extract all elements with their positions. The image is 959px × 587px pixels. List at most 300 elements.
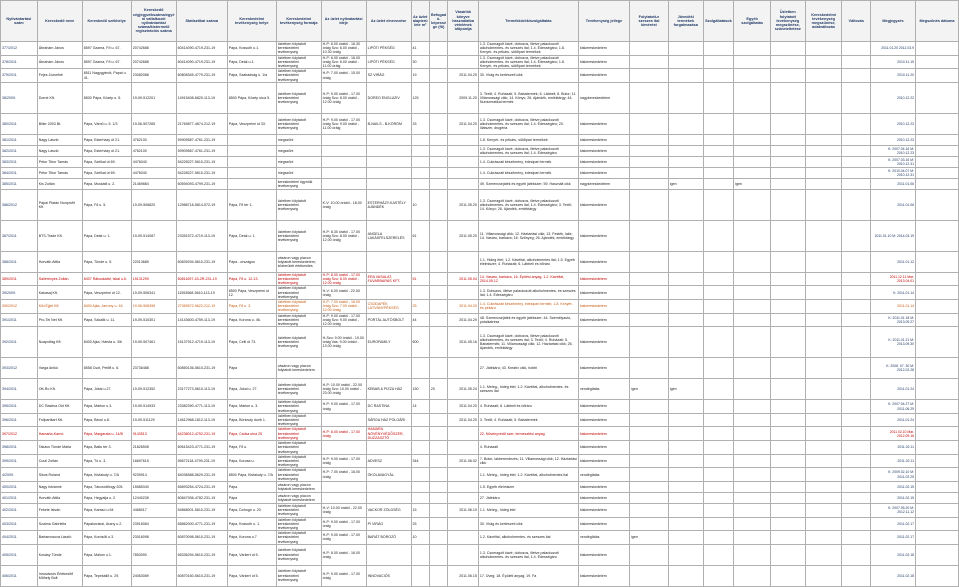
table-cell[interactable] [703,517,734,531]
table-cell[interactable]: 125 [411,82,429,113]
table-cell[interactable] [734,134,771,145]
table-cell[interactable]: 23382390-4771-113-19 [176,400,227,414]
table-cell[interactable]: nagykereskedelem [579,82,630,113]
table-row[interactable] [1,272,959,286]
table-cell[interactable]: 2011.04.29 [448,313,479,327]
table-cell[interactable]: 60414090-4719-231-19 [176,55,227,69]
table-cell[interactable]: H-P: 8.00 órától - 16.00 óráig [321,544,366,565]
table-cell[interactable]: Varga Anikó [37,358,82,379]
column-header[interactable]: Folytatott-e szeszes ital kimérést [630,1,669,42]
table-cell[interactable] [703,327,734,358]
table-cell[interactable]: 1.2. Kávéital, alkoholmentes- és szeszes ital [478,531,578,545]
table-cell[interactable]: DOREO ENGLUZIV [366,82,411,113]
table-cell[interactable]: 2011.02.18 [871,565,916,586]
table-cell[interactable]: 21469884 [131,178,176,189]
table-cell[interactable] [770,69,805,83]
table-cell[interactable] [734,400,771,414]
table-cell[interactable]: 39/2009. [1,286,38,300]
table-cell[interactable]: 2011.06.02 [448,454,479,468]
table-cell[interactable]: 19-09-512352 [131,379,176,400]
table-cell[interactable]: ÖKOLAVAGYÁL [366,468,411,482]
table-cell[interactable]: 2011.04.20 [448,300,479,314]
table-cell[interactable]: 60870160-5610-231-19 [176,565,227,586]
table-cell[interactable] [630,413,669,427]
table-cell[interactable] [630,468,669,482]
table-cell[interactable]: Ott-Ro Kft. [37,379,82,400]
table-cell[interactable] [703,178,734,189]
table-cell[interactable]: 7. Bútor, lakberendezés; 11. Villamossági cikk; 12. Háztartási cikk [478,454,578,468]
table-cell[interactable] [915,113,958,134]
table-cell[interactable]: 4/2009. [1,468,38,482]
table-cell[interactable]: üzletben folytatott kereskedelmi tevékenység [276,286,321,300]
table-cell[interactable]: Bartamosova László [37,531,82,545]
table-cell[interactable]: 2011.05.04 [448,272,479,286]
table-cell[interactable] [668,189,703,220]
table-cell[interactable]: Pápa, Esterházy út 21. [82,134,131,145]
table-cell[interactable]: kiskereskedelem [579,565,630,586]
table-cell[interactable]: 2011.01.06 [871,178,916,189]
table-cell[interactable]: 27. Játékáru [478,492,578,503]
table-cell[interactable] [842,400,871,414]
table-row[interactable] [1,55,959,69]
table-cell[interactable] [770,503,805,517]
table-cell[interactable] [668,220,703,251]
table-cell[interactable] [842,454,871,468]
table-cell[interactable] [805,481,842,492]
table-cell[interactable] [429,178,447,189]
table-cell[interactable] [411,413,429,427]
table-cell[interactable] [630,156,669,167]
table-cell[interactable] [630,167,669,178]
table-cell[interactable]: 60811697-43-2R-231-19 [176,272,227,286]
table-cell[interactable]: Hamarta-Karnó [37,427,82,441]
table-cell[interactable]: kiskereskedelem [579,313,630,327]
table-cell[interactable]: H-P: 7.00 órától - 15.00 óráig [321,69,366,83]
table-cell[interactable] [770,156,805,167]
table-cell[interactable]: 20742688 [131,55,176,69]
table-cell[interactable]: H-P: 8.30 órától - 17.00 óráig Szo: 8.00 órától - 12.00 óráig [321,220,366,251]
table-cell[interactable] [703,113,734,134]
table-cell[interactable]: 1.3. Dobozos, illetve palackozott alkoholmentes- és szeszes ital; 1.4. Édességáru [478,286,578,300]
table-cell[interactable]: üzletben folytatott kereskedelmi tevékenység [276,313,321,327]
table-cell[interactable]: DC Rastina Old Kft. [37,400,82,414]
table-cell[interactable] [770,565,805,586]
table-cell[interactable] [630,441,669,455]
table-cell[interactable]: 2010.11.15 [871,55,916,69]
table-cell[interactable] [448,481,479,492]
column-header[interactable]: Megszűnés dátuma [915,1,958,42]
table-cell[interactable] [321,134,366,145]
table-cell[interactable]: kiskereskedelem [579,286,630,300]
table-cell[interactable]: Sallerényes Zoltán [37,272,82,286]
table-cell[interactable] [321,178,366,189]
table-cell[interactable] [734,468,771,482]
table-cell[interactable]: 23177273-5610-113-19 [176,379,227,400]
table-cell[interactable] [448,544,479,565]
table-cell[interactable]: ERA VASALAT, FUVARBARÁS KFT. [366,272,411,286]
table-cell[interactable]: Pápa, Fő u. 3. [227,300,276,314]
table-cell[interactable] [805,358,842,379]
table-cell[interactable]: K: 2009.02.10 M: 2011.02.25 [871,468,916,482]
table-cell[interactable] [366,134,411,145]
table-cell[interactable]: Pápa, Várkert út 5. [227,544,276,565]
table-cell[interactable] [734,565,771,586]
table-cell[interactable] [630,481,669,492]
table-cell[interactable]: 390/2012 [1,300,38,314]
table-cell[interactable] [668,145,703,156]
table-cell[interactable]: üzletben folytatott kereskedelmi tevékenység [276,441,321,455]
table-cell[interactable]: Kosásy Tünde [37,544,82,565]
table-cell[interactable] [734,441,771,455]
table-cell[interactable] [429,286,447,300]
table-cell[interactable]: üzletben folytatott kereskedelmi tevékenység [276,113,321,134]
table-cell[interactable] [770,272,805,286]
table-cell[interactable]: H-P: 9.00 órától - 17.00 óráig [321,517,366,531]
table-cell[interactable]: 383/2011 [1,156,38,167]
table-cell[interactable] [703,55,734,69]
table-cell[interactable] [915,178,958,189]
table-cell[interactable] [770,454,805,468]
table-cell[interactable] [668,55,703,69]
table-cell[interactable]: 4476040 [131,156,176,167]
table-cell[interactable] [805,531,842,545]
table-cell[interactable]: 59909587-4761-231-19 [176,134,227,145]
table-cell[interactable] [321,492,366,503]
table-cell[interactable]: kiskereskedelem [579,544,630,565]
table-cell[interactable] [703,400,734,414]
table-cell[interactable] [448,517,479,531]
table-cell[interactable]: kiskereskedelem [579,503,630,517]
table-cell[interactable] [411,358,429,379]
table-cell[interactable]: Pápa, Fő u. 5. [82,189,131,220]
table-cell[interactable]: Pápa, Korona u. 46. [227,313,276,327]
table-cell[interactable]: Pápa, Karasó u.54 [82,503,131,517]
table-cell[interactable]: kiskereskedelem [579,251,630,272]
table-cell[interactable]: kiskereskedelem [579,454,630,468]
table-cell[interactable] [805,220,842,251]
table-cell[interactable]: 23736488 [131,358,176,379]
column-header[interactable]: Az üzlet alapterülete m² [411,1,429,42]
table-cell[interactable] [429,503,447,517]
table-cell[interactable] [703,134,734,145]
table-cell[interactable]: Pápa, Kossuth u. 1. [227,517,276,531]
table-cell[interactable]: 60594093-4799-231-19 [176,178,227,189]
table-cell[interactable]: 19-09-506341 [131,286,176,300]
column-header[interactable]: Jövedéki termékek forgalmazása [668,1,703,42]
table-cell[interactable]: 2011.01.20 2012.03.9 [871,42,916,56]
table-cell[interactable]: kereskedelmi ügynöki tevékenység [276,178,321,189]
table-cell[interactable]: Pápa, Veszprémi út 12. [82,286,131,300]
table-cell[interactable] [411,481,429,492]
table-cell[interactable] [630,454,669,468]
table-cell[interactable] [668,82,703,113]
table-cell[interactable]: SÁRGA HÁZ POLGÁRI [366,413,411,427]
table-cell[interactable]: Pápa, Dohogó u. 20. [227,503,276,517]
table-cell[interactable] [630,134,669,145]
table-cell[interactable] [734,220,771,251]
table-cell[interactable] [842,55,871,69]
table-cell[interactable]: 19-09-510301 [131,313,176,327]
table-cell[interactable] [429,531,447,545]
table-cell[interactable]: H-P: 9.00 órától - 17.00 óráig [321,531,366,545]
table-cell[interactable]: 19-09-514087 [131,220,176,251]
table-cell[interactable] [429,565,447,586]
table-cell[interactable]: H-P: 7.00 órától - 16.00 óráig Szo: 7.00 órától - 12.00 óráig [321,300,366,314]
table-cell[interactable]: 386/2012 [1,189,38,220]
table-cell[interactable] [668,251,703,272]
table-cell[interactable]: Fekete István [37,503,82,517]
table-cell[interactable]: 30. Virág és kertészeti cikk [478,69,578,83]
table-cell[interactable]: 23916084 [131,517,176,531]
table-cell[interactable]: Pápa, Márton u. 3. [227,400,276,414]
column-header[interactable]: Vásárlók könyve használatba vételének időpontja [448,1,479,42]
table-cell[interactable]: 17. Üveg; 18. Épületi anyag; 19. Fa [478,565,578,586]
table-cell[interactable]: 1.3. Csomagolt kávé, dobozos, illetve palackozott alkoholmentes- és szeszes ital; 1.4. Édességáru [478,145,578,156]
table-cell[interactable]: 2011.01.10 M: 2014.03.19 [871,220,916,251]
table-cell[interactable] [734,300,771,314]
table-cell[interactable] [770,42,805,56]
table-cell[interactable]: K: 2008. 07. 30 M: 2012.02.28 [871,358,916,379]
table-cell[interactable] [915,189,958,220]
table-cell[interactable] [448,441,479,455]
table-cell[interactable] [915,42,958,56]
table-cell[interactable] [630,82,669,113]
table-cell[interactable] [630,565,669,586]
table-cell[interactable]: kiskereskedelem [579,441,630,455]
table-cell[interactable]: 1.3. Csomagolt kávé, dobozos, illetve palackozott alkoholmentes- és szeszes ital; 1.4. Édességáru [478,544,578,565]
table-cell[interactable] [915,413,958,427]
table-cell[interactable]: üzletben folytatott kereskedelmi tevékenység [276,468,321,482]
table-cell[interactable]: 1.4. Cukrászati készítmény, édesipari termék; 1.8. Kenyér- és pékáru [478,300,578,314]
table-cell[interactable]: K: 2011.01.18 M: 2013.09.27 [871,313,916,327]
table-cell[interactable]: igen [668,379,703,400]
table-cell[interactable]: Pápa, Várkert út 5. [227,565,276,586]
table-cell[interactable]: Pápa, Csóka utca 25 [227,427,276,441]
table-cell[interactable]: 1.4. Cukrászati készítmény, édesipari termék [478,167,578,178]
table-cell[interactable]: kiskereskedelem [579,189,630,220]
table-cell[interactable]: 150 [411,379,429,400]
table-cell[interactable] [366,145,411,156]
table-cell[interactable] [915,517,958,531]
table-cell[interactable]: 2011.02.17 [871,531,916,545]
table-cell[interactable] [366,156,411,167]
table-cell[interactable]: 2010.11.20 [871,69,916,83]
table-cell[interactable]: 51 [411,272,429,286]
table-cell[interactable]: Pápa, Fő u. [227,441,276,455]
table-cell[interactable]: PORTÁL AUTÓSBOLT [366,313,411,327]
table-row[interactable] [1,379,959,400]
table-cell[interactable]: 8407 Rákoskafaf, Iskai u.6. [82,272,131,286]
table-cell[interactable]: Pápa, Tünde u. 5. [82,251,131,272]
table-cell[interactable]: H-P: 9.00 órától - 17.00 óráig Szo: 9.00 órától - 12.00 óráig [321,313,366,327]
table-cell[interactable] [915,531,958,545]
table-cell[interactable]: Pápa, Fő tér 1. [227,189,276,220]
column-header[interactable]: Szolgáltatások [703,1,734,42]
table-cell[interactable] [630,300,669,314]
table-cell[interactable]: 9239914 [131,468,176,482]
table-cell[interactable] [842,286,871,300]
table-cell[interactable]: 19-09-512201 [131,82,176,113]
table-cell[interactable]: ADVESZ [366,454,411,468]
table-cell[interactable] [915,441,958,455]
table-cell[interactable] [734,327,771,358]
table-cell[interactable] [770,82,805,113]
table-cell[interactable]: H-P: 9.00 órától - 17.00 óráig [321,400,366,414]
table-cell[interactable] [805,313,842,327]
table-cell[interactable] [429,481,447,492]
table-cell[interactable]: 61 [411,220,429,251]
table-cell[interactable] [805,503,842,517]
table-cell[interactable]: 2011.02.11 [871,454,916,468]
table-cell[interactable]: H-P: 10.00 órától - 22.00 óráig Szo: 10.00 órától - 23.00 óráig [321,379,366,400]
table-cell[interactable]: K: 2010.04.07 M: 2010.12.31 [871,167,916,178]
table-cell[interactable]: Pápa, Jókai u. 27. [227,379,276,400]
table-cell[interactable] [411,251,429,272]
table-cell[interactable] [448,468,479,482]
table-cell[interactable]: INNOVACIÓS [366,565,411,586]
table-row[interactable] [1,400,959,414]
table-cell[interactable]: 382/2011 [1,145,38,156]
table-cell[interactable]: 19-06-506396 [131,300,176,314]
table-row[interactable] [1,492,959,503]
table-cell[interactable]: 22. Növényvédő szer, termesztési anyag [478,427,578,441]
table-cell[interactable] [703,82,734,113]
table-cell[interactable] [703,413,734,427]
table-cell[interactable] [842,220,871,251]
table-cell[interactable]: üzletben folytatott kereskedelmi tevékenység [276,503,321,517]
table-cell[interactable]: 60808345-4779-231-19 [176,69,227,83]
table-cell[interactable] [805,379,842,400]
table-cell[interactable] [734,413,771,427]
column-header[interactable]: Megjegyzés [871,1,916,42]
table-cell[interactable] [770,134,805,145]
column-header[interactable]: Kereskedő cégjegyzékszáma/egyéni vállalkozói nyilvántartási száma/kistermelő regisztrációs száma [131,1,176,42]
table-cell[interactable] [321,251,366,272]
table-cell[interactable]: Pápa, Esterházy út 21. [82,145,131,156]
table-cell[interactable] [842,313,871,327]
table-cell[interactable] [842,145,871,156]
table-cell[interactable]: Pápa, Szabadság u. 1/a [227,69,276,83]
table-cell[interactable]: Kis Zoltán [37,178,82,189]
table-cell[interactable] [770,492,805,503]
table-cell[interactable] [703,300,734,314]
table-cell[interactable]: Pro-Tel Net Kft. [37,313,82,327]
table-cell[interactable] [770,178,805,189]
table-cell[interactable] [668,413,703,427]
table-cell[interactable]: 397/2012 [1,427,38,441]
table-row[interactable] [1,82,959,113]
column-header[interactable]: Az üzlet nyitvatartási ideje [321,1,366,42]
table-cell[interactable] [429,220,447,251]
table-cell[interactable]: BARÁT BOROZÓ [366,531,411,545]
table-cell[interactable] [842,531,871,545]
table-cell[interactable] [429,544,447,565]
table-cell[interactable] [227,156,276,167]
table-cell[interactable] [842,251,871,272]
table-row[interactable] [1,427,959,441]
table-cell[interactable] [630,358,669,379]
table-cell[interactable] [630,327,669,358]
column-header[interactable]: Kereskedelmi tevékenység megszűnése, adatváltozás [805,1,842,42]
table-cell[interactable] [366,167,411,178]
table-cell[interactable] [429,55,447,69]
table-cell[interactable]: 60870098-5610-231-19 [176,531,227,545]
table-cell[interactable] [411,544,429,565]
table-cell[interactable]: 8400 Ajka, Hársfa u. 3/b [82,327,131,358]
table-cell[interactable] [805,300,842,314]
table-cell[interactable]: 12440238 [131,492,176,503]
table-cell[interactable]: kiskereskedelem [579,427,630,441]
table-cell[interactable] [321,167,366,178]
table-cell[interactable] [842,189,871,220]
table-cell[interactable] [770,300,805,314]
table-cell[interactable] [366,492,411,503]
table-cell[interactable]: 21826508 [131,441,176,455]
table-cell[interactable]: H-P: 9.00 órától - 17.00 óráig [321,565,366,586]
table-cell[interactable] [703,251,734,272]
table-cell[interactable]: 4. Ruházati [478,441,578,455]
table-cell[interactable]: LIPÓTI PÉKSÉG [366,42,411,56]
table-cell[interactable]: 60615423-4771-231-19 [176,441,227,455]
table-cell[interactable]: Pápa [227,358,276,379]
table-cell[interactable]: 393/2012 [1,358,38,379]
table-cell[interactable]: megszűnt [276,167,321,178]
table-cell[interactable] [448,358,479,379]
table-cell[interactable] [734,454,771,468]
table-cell[interactable]: 44 [411,313,429,327]
table-row[interactable] [1,481,959,492]
table-cell[interactable]: vendéglátás [579,531,630,545]
column-header[interactable]: Termékkörök/szolgáltatás [478,1,578,42]
column-header[interactable]: Kereskedő székhelye [82,1,131,42]
table-cell[interactable]: 2011.01.06 [871,189,916,220]
table-cell[interactable]: Sikos Roland [37,468,82,482]
table-cell[interactable]: 8500 Pápa, Veszprémi út 12. [227,286,276,300]
table-cell[interactable]: 1.1. Meleg-, hideg étel; 1.2. Kávéital, alkoholmentes ital [478,468,578,482]
table-cell[interactable] [630,251,669,272]
table-cell[interactable]: Pápa, Szkalik u. 11. [82,313,131,327]
table-cell[interactable]: H-P: 9.00 órától - 17.00 óráig Szo: 9.00 órától - 11.00 óráig [321,113,366,134]
table-cell[interactable]: igen [630,531,669,545]
table-cell[interactable]: Fullpartkart Kft. [37,413,82,427]
table-cell[interactable] [411,167,429,178]
table-cell[interactable]: 406/2011 [1,565,38,586]
table-cell[interactable] [915,427,958,441]
table-cell[interactable]: 21769877-4674-212-19 [176,113,227,134]
table-cell[interactable] [915,503,958,517]
table-cell[interactable] [448,55,479,69]
table-cell[interactable]: üzletben folytatott kereskedelmi tevékenység [276,55,321,69]
table-cell[interactable]: 65336294-5610-231-19 [176,544,227,565]
table-cell[interactable] [734,313,771,327]
table-cell[interactable]: kiskereskedelem [579,167,630,178]
table-row[interactable] [1,178,959,189]
table-cell[interactable]: 25 [411,517,429,531]
table-cell[interactable]: 49. Szerencsejáték és egyéb játékszer; 59. Használt cikk [478,178,578,189]
table-cell[interactable]: 404/2011 [1,531,38,545]
table-cell[interactable]: 8500 Pápa, Közép u. 5. [82,82,131,113]
table-cell[interactable] [915,272,958,286]
table-cell[interactable]: 2011.01.12 [871,251,916,272]
table-cell[interactable] [770,251,805,272]
table-cell[interactable] [448,42,479,56]
table-cell[interactable] [668,531,703,545]
table-cell[interactable]: üzletben folytatott kereskedelmi tevékenység [276,82,321,113]
table-cell[interactable]: kiskereskedelem [579,400,630,414]
table-cell[interactable] [448,167,479,178]
table-cell[interactable] [770,313,805,327]
table-cell[interactable] [805,517,842,531]
